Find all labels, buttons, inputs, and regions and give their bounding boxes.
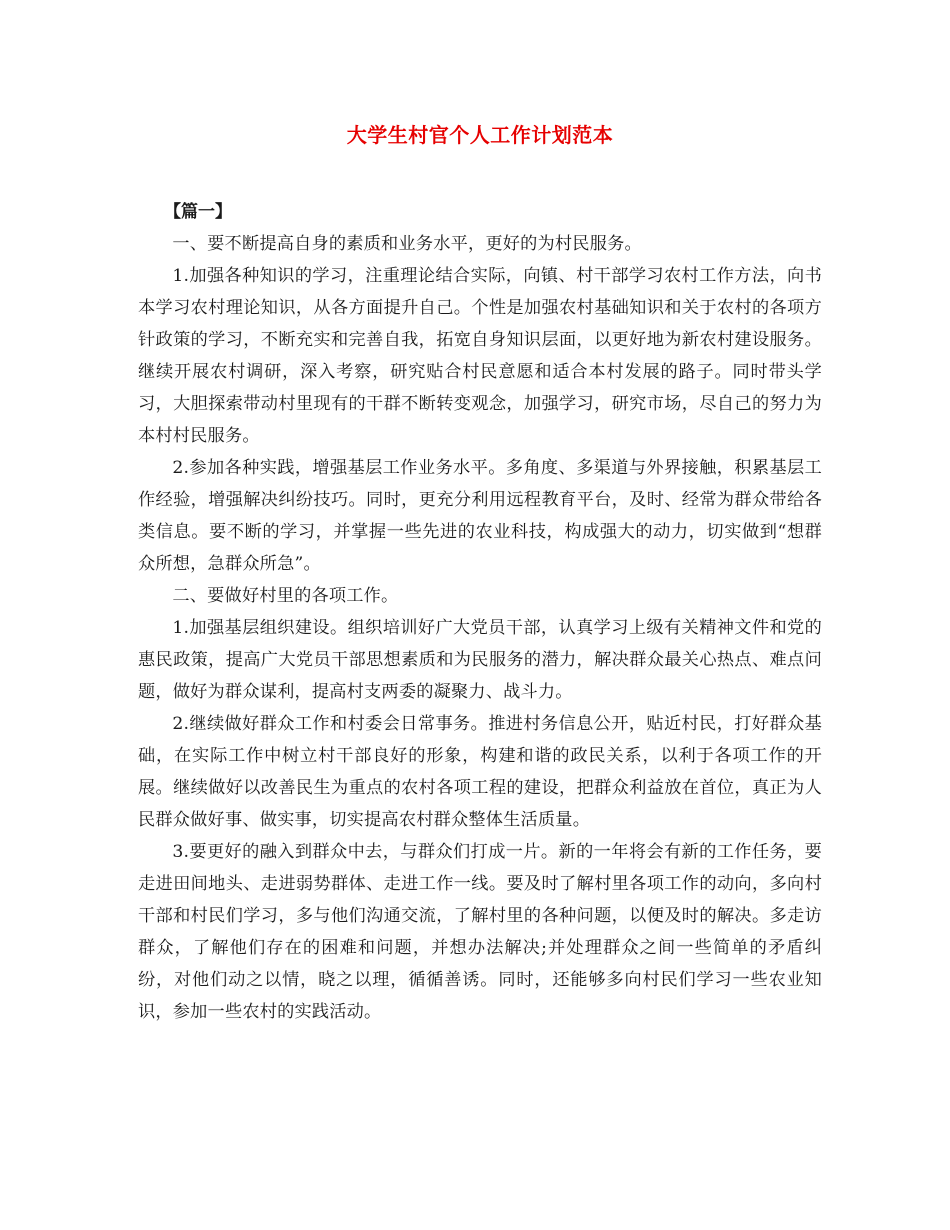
body-paragraph-1-2: 2.参加各种实践，增强基层工作业务水平。多角度、多渠道与外界接触，积累基层工作经验，增强解决纠纷技巧。同时，更充分利用远程教育平台，及时、经常为群众带给各类信息。要不断的学习，并掌握一些先进的农业科技，构成强大的动力，切实做到“想群众所想，急群众所急”。 [138, 458, 822, 574]
heading-paragraph-1: 一、要不断提高自身的素质和业务水平，更好的为村民服务。 [172, 234, 642, 254]
body-paragraph-1-1: 1.加强各种知识的学习，注重理论结合实际，向镇、村干部学习农村工作方法，向书本学习农村理论知识，从各方面提升自己。个性是加强农村基础知识和关于农村的各项方针政策的学习，不断充实和完善自我，拓宽自身知识层面，以更好地为新农村建设服务。继续开展农村调研，深入考察，研究贴合村民意愿和适合本村发展的路子。同时带头学习，大胆探索带动村里现有的干群不断转变观念，加强学习，研究市场，尽自己的努力为本村村民服务。 [138, 266, 822, 446]
body-paragraph-2-1: 1.加强基层组织建设。组织培训好广大党员干部，认真学习上级有关精神文件和党的惠民政策，提高广大党员干部思想素质和为民服务的潜力，解决群众最关心热点、难点问题，做好为群众谋利，提高村支两委的凝聚力、战斗力。 [138, 618, 822, 702]
document-title: 大学生村官个人工作计划范本 [346, 123, 614, 147]
body-paragraph-2-2: 2.继续做好群众工作和村委会日常事务。推进村务信息公开，贴近村民，打好群众基础，在实际工作中树立村干部良好的形象，构建和谐的政民关系，以利于各项工作的开展。继续做好以改善民生为重点的农村各项工程的建设，把群众利益放在首位，真正为人民群众做好事、做实事，切实提高农村群众整体生活质量。 [138, 714, 822, 830]
document-body [138, 196, 822, 1028]
section-label: 【篇一】 [164, 202, 232, 222]
body-paragraph-2-3: 3.要更好的融入到群众中去，与群众们打成一片。新的一年将会有新的工作任务，要走进田间地头、走进弱势群体、走进工作一线。要及时了解村里各项工作的动向，多向村干部和村民们学习，多与他们沟通交流，了解村里的各种问题，以便及时的解决。多走访群众，了解他们存在的困难和问题，并想办法解决;并处理群众之间一些简单的矛盾纠纷，对他们动之以情，晓之以理，循循善诱。同时，还能够多向村民们学习一些农业知识，参加一些农村的实践活动。 [138, 842, 822, 1022]
heading-paragraph-2: 二、要做好村里的各项工作。 [172, 586, 399, 606]
document-page [138, 118, 822, 1028]
